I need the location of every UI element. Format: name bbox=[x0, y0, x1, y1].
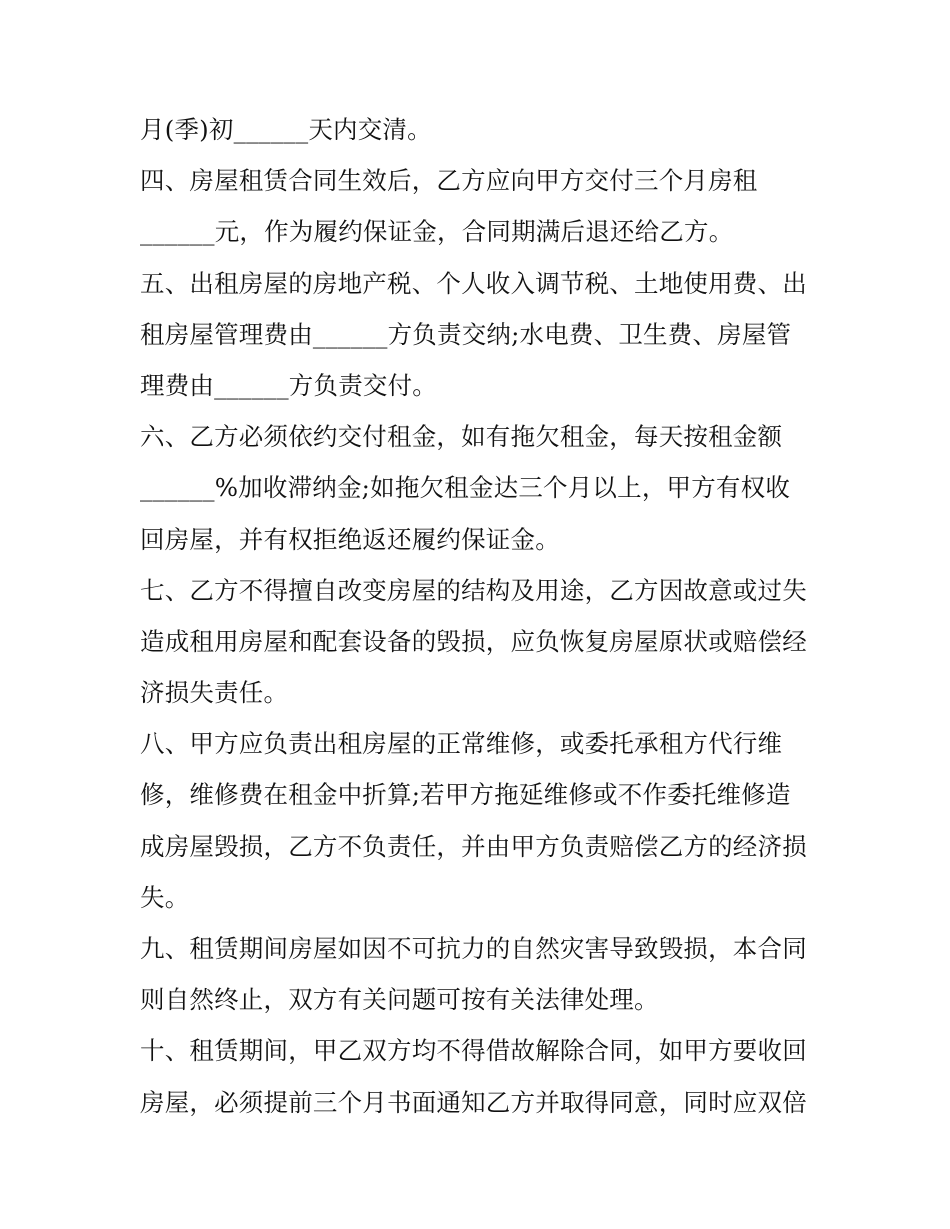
text-line: 则自然终止，双方有关问题可按有关法律处理。 bbox=[140, 985, 659, 1015]
text-line: 六、乙方必须依约交付租金，如有拖欠租金，每天按租金额 bbox=[140, 422, 783, 452]
text-line: ______元，作为履约保证金，合同期满后退还给乙方。 bbox=[140, 217, 734, 247]
text-line: 八、甲方应负责出租房屋的正常维修，或委托承租方代行维 bbox=[140, 729, 783, 759]
text-line: 十、租赁期间，甲乙双方均不得借故解除合同，如甲方要收回 bbox=[140, 1036, 807, 1066]
text-line: 造成租用房屋和配套设备的毁损，应负恢复房屋原状或赔偿经 bbox=[140, 626, 807, 656]
text-line: 五、出租房屋的房地产税、个人收入调节税、土地使用费、出 bbox=[140, 268, 807, 298]
text-line: 失。 bbox=[140, 882, 190, 912]
text-line: 房屋，必须提前三个月书面通知乙方并取得同意，同时应双倍 bbox=[140, 1087, 807, 1117]
text-line: 济损失责任。 bbox=[140, 678, 289, 708]
text-line: 回房屋，并有权拒绝返还履约保证金。 bbox=[140, 524, 560, 554]
contract-text-body bbox=[140, 104, 820, 1128]
text-line: 四、房屋租赁合同生效后，乙方应向甲方交付三个月房租 bbox=[140, 166, 758, 196]
text-line: 理费由______方负责交付。 bbox=[140, 370, 437, 400]
text-line: 租房屋管理费由______方负责交纳;水电费、卫生费、房屋管 bbox=[140, 319, 792, 349]
text-line: 成房屋毁损，乙方不负责任，并由甲方负责赔偿乙方的经济损 bbox=[140, 831, 807, 861]
text-line: 修，维修费在租金中折算;若甲方拖延维修或不作委托维修造 bbox=[140, 780, 791, 810]
text-line: ______%加收滞纳金;如拖欠租金达三个月以上，甲方有权收 bbox=[140, 473, 791, 503]
text-line: 七、乙方不得擅自改变房屋的结构及用途，乙方因故意或过失 bbox=[140, 575, 807, 605]
text-line: 月(季)初______天内交清。 bbox=[140, 115, 432, 144]
text-line: 九、租赁期间房屋如因不可抗力的自然灾害导致毁损，本合同 bbox=[140, 934, 807, 963]
